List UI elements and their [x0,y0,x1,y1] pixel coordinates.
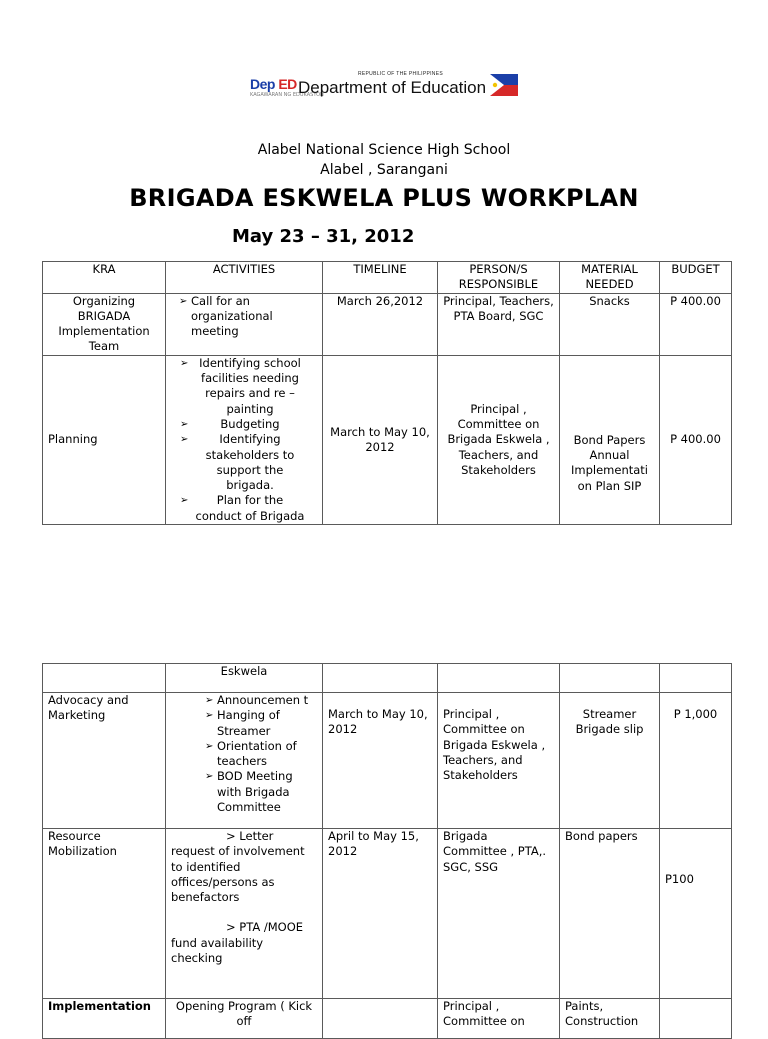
header-material: MATERIAL NEEDED [560,262,660,294]
deped-logo [250,76,297,92]
budget-cell [660,664,732,693]
table-row [43,293,732,355]
activity-item: ➢ Identifying school facilities needing repairs and re –painting [180,356,308,417]
activity-item: ➢ Orientation of teachers [205,739,317,770]
school-name: Alabel National Science High School [257,142,511,158]
budget-cell: P 1,000 [660,693,732,829]
deped-logo-ed: ED [278,76,297,92]
activity-item: ➢ BOD Meeting with Brigada Committee [205,769,317,815]
philippine-flag-icon [490,74,518,96]
activity-item: ➢ Identifying stakeholders to support the brigada. [180,432,308,493]
material-cell: Bond papers [560,829,660,999]
republic-label: REPUBLIC OF THE PHILIPPINES [358,71,443,77]
department-name: Department of Education [298,78,487,97]
persons-cell: Principal, Teachers, PTA Board, SGC [438,293,560,355]
header-activities: ACTIVITIES [166,262,323,294]
budget-cell: P100 [660,829,732,999]
material-cell: Paints, Construction [560,999,660,1039]
activity-item: > PTA /MOOE fund availability checking [171,920,304,966]
timeline-cell: April to May 15, 2012 [323,829,438,999]
header-kra: KRA [43,262,166,294]
activity-item: ➢ Budgeting [180,417,308,432]
activities-cell [166,293,323,355]
persons-cell: Principal , Committee on [438,999,560,1039]
timeline-cell: March to May 10, 2012 [323,355,438,524]
activity-item: ➢ Call for an organizational meeting [179,294,317,340]
timeline-cell [323,664,438,693]
activity-item: ➢ Announcemen t [205,693,317,708]
timeline-cell: March 26,2012 [323,293,438,355]
persons-cell: Principal , Committee on Brigada Eskwela , Teachers, and Stakeholders [438,355,560,524]
table-row [43,664,732,693]
material-cell: Snacks [560,293,660,355]
activities-cell [166,829,323,999]
budget-cell: P 400.00 [660,293,732,355]
kra-cell: Implementation [43,999,166,1039]
budget-cell: P 400.00 [660,355,732,524]
activity-item: ➢ Plan for the conduct of Brigada [180,493,308,524]
activity-item: > Letter request of involvement to identified offices/persons as benefactors [171,829,305,905]
table-row [43,829,732,999]
kra-cell: Planning [43,355,166,524]
activities-cell: Eskwela [166,664,323,693]
page-title: BRIGADA ESKWELA PLUS WORKPLAN [129,184,639,212]
kra-cell: Advocacy and Marketing [43,693,166,829]
deped-tagline: KAGAWARAN NG EDUKASYON [250,92,324,98]
table-row [43,999,732,1039]
workplan-table-part-2 [42,663,732,1039]
header-persons: PERSON/S RESPONSIBLE [438,262,560,294]
header-timeline: TIMELINE [323,262,438,294]
kra-cell: Organizing BRIGADA Implementation Team [43,293,166,355]
material-cell: Streamer Brigade slip [560,693,660,829]
date-range: May 23 – 31, 2012 [232,226,415,247]
activity-item: ➢ Hanging of Streamer [205,708,317,739]
persons-cell [438,664,560,693]
material-cell: Bond Papers Annual Implementati on Plan SIP [560,355,660,524]
persons-cell: Principal , Committee on Brigada Eskwela , Teachers, and Stakeholders [438,693,560,829]
deped-logo-text: Dep [250,76,275,92]
persons-cell: Brigada Committee , PTA,. SGC, SSG [438,829,560,999]
activities-cell: Opening Program ( Kick off [166,999,323,1039]
kra-cell [43,664,166,693]
budget-cell [660,999,732,1039]
header-budget: BUDGET [660,262,732,294]
kra-cell: Resource Mobilization [43,829,166,999]
table-row [43,355,732,524]
school-location: Alabel , Sarangani [320,162,448,178]
table-header-row [43,262,732,294]
table-row [43,693,732,829]
timeline-cell: March to May 10, 2012 [323,693,438,829]
activities-cell [166,355,323,524]
workplan-table-part-1 [42,261,732,525]
timeline-cell [323,999,438,1039]
activities-cell [166,693,323,829]
material-cell [560,664,660,693]
